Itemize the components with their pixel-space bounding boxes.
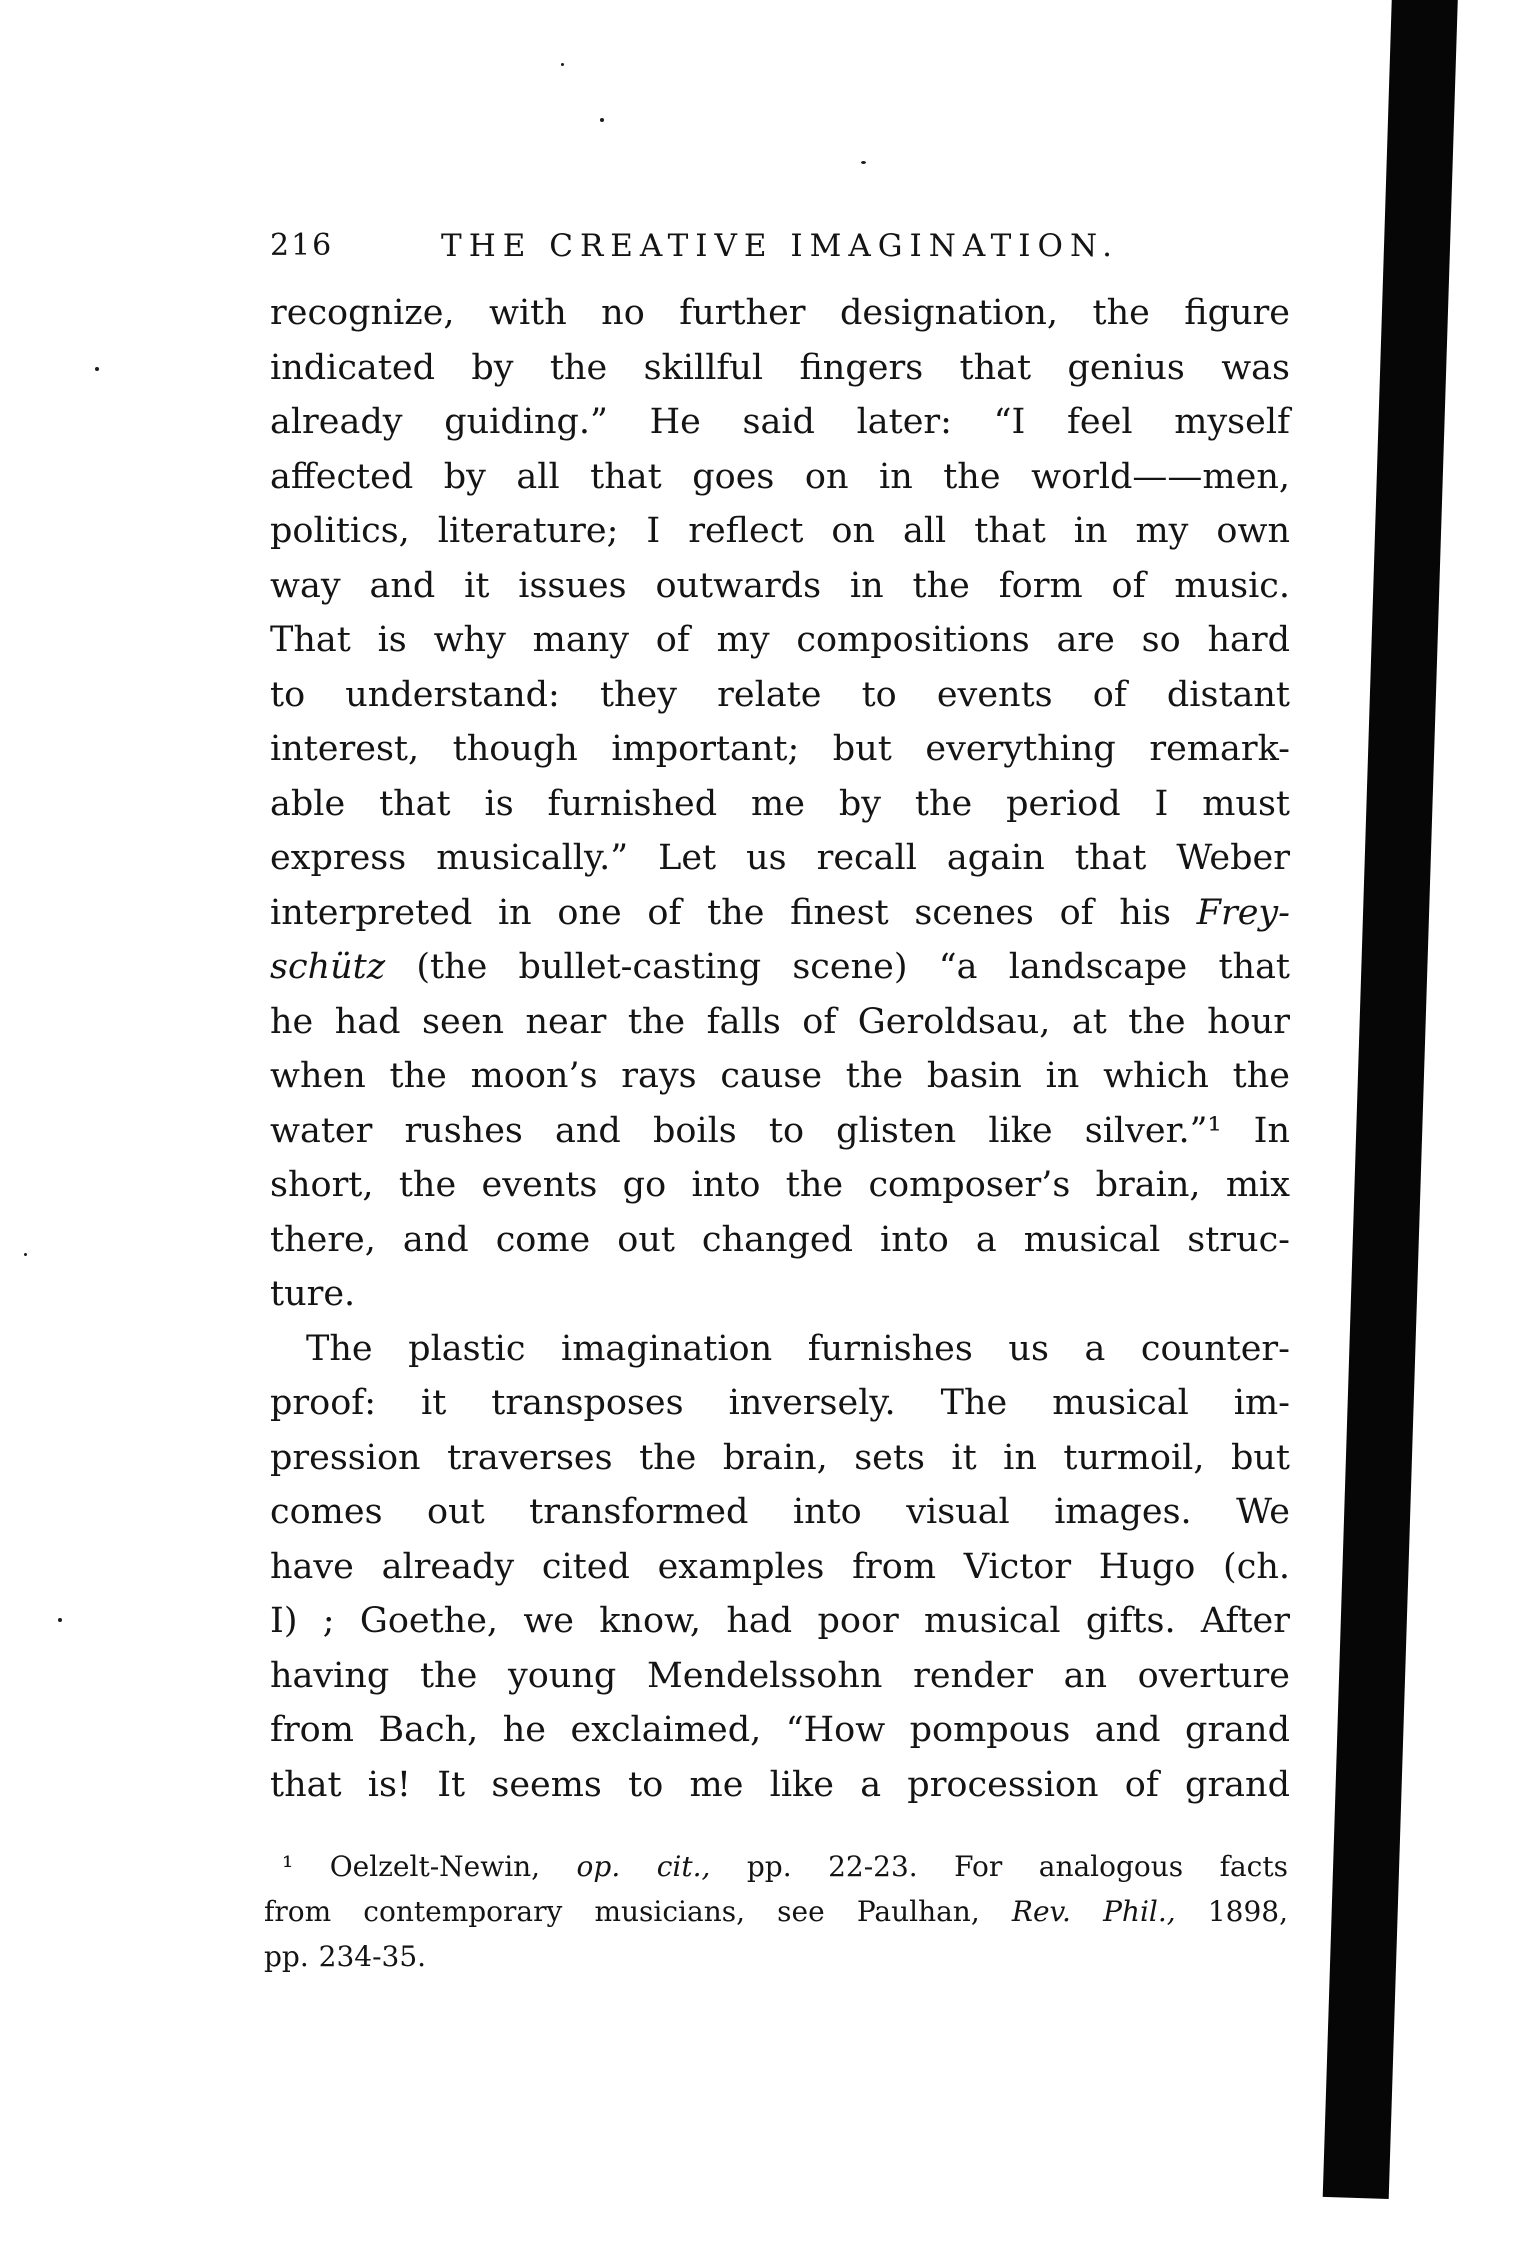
text-line — [270, 1485, 1290, 1540]
text-line — [270, 777, 1290, 832]
text-line — [270, 1213, 1290, 1268]
scan-gutter-bar — [1323, 0, 1458, 2199]
text-line — [270, 1267, 1290, 1322]
text-segment: 1898, — [1175, 1895, 1288, 1928]
text-segment: politics, literature; I reflect on all that in my own — [270, 511, 1290, 551]
text-segment: interpreted in one of the finest scenes of his — [270, 892, 1197, 933]
italic-text-segment: Frey- — [1196, 892, 1290, 933]
text-line — [270, 1376, 1290, 1431]
text-line — [270, 886, 1290, 941]
scan-speck — [861, 161, 866, 164]
scan-speck — [95, 367, 99, 371]
text-line — [270, 1104, 1290, 1159]
scan-speck — [600, 118, 604, 122]
text-segment: able that is furnished me by the period I must — [270, 783, 1290, 824]
text-line — [270, 1158, 1290, 1213]
text-line — [270, 831, 1290, 886]
text-segment: way and it issues outwards in the form of music. — [270, 565, 1290, 606]
text-line — [270, 1322, 1290, 1377]
text-line — [270, 668, 1290, 723]
text-segment: express musically.” Let us recall again that Weber — [270, 838, 1290, 878]
text-segment: pression traverses the brain, sets it in turmoil, but — [270, 1437, 1290, 1478]
text-line — [270, 1049, 1290, 1104]
text-segment: pp. 22-23. For analogous facts — [710, 1850, 1288, 1883]
text-line — [270, 1594, 1290, 1649]
text-line — [270, 286, 1290, 341]
italic-text-segment: Rev. Phil., — [1011, 1895, 1176, 1928]
italic-text-segment: op. cit., — [576, 1850, 711, 1883]
text-segment: recognize, with no further designation, the figure — [270, 293, 1290, 333]
text-line — [270, 1703, 1290, 1758]
text-line — [270, 1649, 1290, 1704]
text-segment: have already cited examples from Victor Hugo (ch. — [270, 1546, 1290, 1587]
text-segment: The plastic imagination furnishes us a counter- — [306, 1328, 1290, 1369]
scan-speck — [561, 63, 564, 66]
footnote — [264, 1844, 1288, 1979]
running-title: THE CREATIVE IMAGINATION. — [441, 228, 1119, 264]
text-line — [270, 940, 1290, 995]
text-segment: that is! It seems to me like a procession of grand — [270, 1764, 1290, 1805]
running-header — [270, 222, 1290, 266]
text-segment: short, the events go into the composer’s brain, mix — [270, 1165, 1290, 1205]
text-line — [264, 1934, 1288, 1979]
italic-text-segment: schütz — [270, 947, 386, 987]
text-segment: to understand: they relate to events of distant — [270, 674, 1290, 715]
scan-speck — [24, 1253, 27, 1256]
text-segment: from Bach, he exclaimed, “How pompous and grand — [270, 1710, 1290, 1750]
text-segment: there, and come out changed into a musical struc- — [270, 1219, 1290, 1260]
text-segment: That is why many of my compositions are so hard — [270, 620, 1290, 660]
text-segment: already guiding.” He said later: “I feel myself — [270, 402, 1290, 442]
text-segment: water rushes and boils to glisten like silver.”¹ In — [270, 1110, 1290, 1151]
text-line — [270, 722, 1290, 777]
text-segment: comes out transformed into visual images. We — [270, 1492, 1290, 1532]
text-segment: I) ; Goethe, we know, had poor musical gifts. After — [270, 1601, 1290, 1641]
text-line — [270, 1431, 1290, 1486]
scan-speck — [58, 1618, 62, 1622]
text-segment: when the moon’s rays cause the basin in which the — [270, 1056, 1290, 1096]
text-segment: having the young Mendelssohn render an overture — [270, 1655, 1290, 1696]
text-line — [264, 1844, 1288, 1889]
text-segment: he had seen near the falls of Geroldsau, at the hour — [270, 1001, 1290, 1042]
text-segment: interest, though important; but everything remark- — [270, 729, 1290, 769]
text-segment: affected by all that goes on in the world——men, — [270, 456, 1290, 497]
text-line — [270, 1758, 1290, 1813]
text-segment: ture. — [270, 1274, 356, 1314]
text-segment: from contemporary musicians, see Paulhan, — [264, 1895, 1012, 1928]
text-line — [270, 995, 1290, 1050]
body-text — [270, 286, 1290, 1812]
text-line — [264, 1889, 1288, 1934]
text-segment: indicated by the skillful fingers that genius was — [270, 347, 1290, 388]
text-segment: proof: it transposes inversely. The musical im- — [270, 1383, 1290, 1423]
text-line — [270, 559, 1290, 614]
text-segment: (the bullet-casting scene) “a landscape that — [385, 947, 1290, 987]
page-number: 216 — [270, 228, 334, 263]
text-line — [270, 613, 1290, 668]
text-line — [270, 504, 1290, 559]
text-segment: pp. 234-35. — [264, 1940, 427, 1973]
text-segment: ¹ Oelzelt-Newin, — [282, 1850, 577, 1883]
text-line — [270, 341, 1290, 396]
text-line — [270, 395, 1290, 450]
text-line — [270, 1540, 1290, 1595]
text-line — [270, 450, 1290, 505]
